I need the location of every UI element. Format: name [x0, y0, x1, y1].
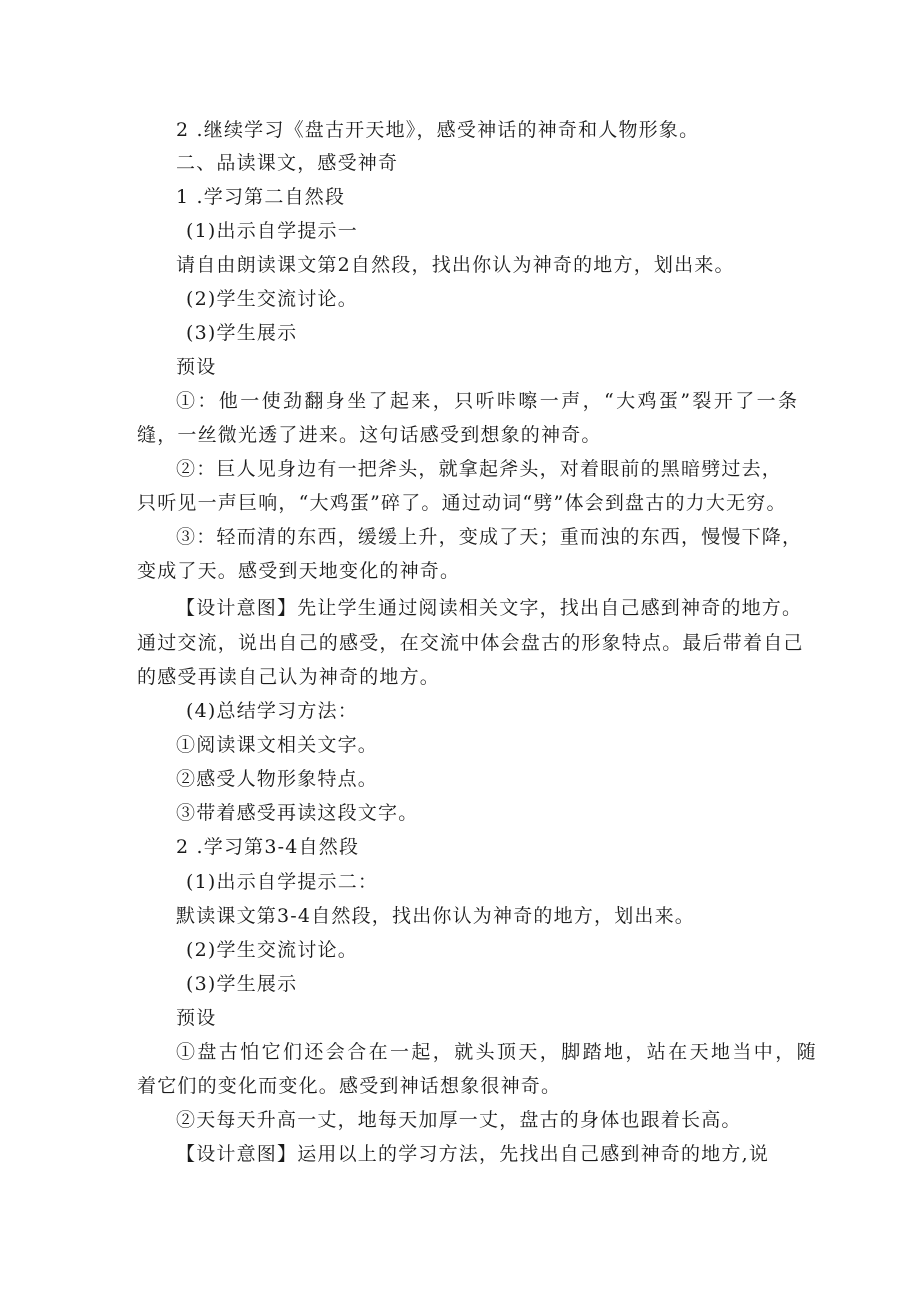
list-item: ①阅读课文相关文字。	[176, 734, 379, 756]
text-line: 预设	[176, 1007, 217, 1029]
text-line: 着它们的变化而变化。感受到神话想象很神奇。	[137, 1075, 562, 1097]
text-line: ①：他一使劲翻身坐了起来，只听咔嚓一声，“大鸡蛋”裂开了一条	[176, 390, 800, 412]
text-line: ①盘古怕它们还会合在一起，就头顶天，脚踏地，站在天地当中，随	[176, 1041, 819, 1063]
text-line: 只听见一声巨响，“大鸡蛋”碎了。通过动词“劈”体会到盘古的力大无穷。	[137, 492, 787, 514]
text-line: ②：巨人见身边有一把斧头，就拿起斧头，对着眼前的黑暗劈过去，	[176, 458, 783, 480]
text-line: 通过交流，说出自己的感受，在交流中体会盘古的形象特点。最后带着自己	[137, 632, 804, 654]
text-line: 缝，一丝微光透了进来。这句话感受到想象的神奇。	[137, 424, 602, 446]
text-line: (2)学生交流讨论。	[186, 288, 358, 310]
text-line: (1)出示自学提示一	[186, 220, 358, 242]
text-line: ③：轻而清的东西，缓缓上升，变成了天；重而浊的东西，慢慢下降，	[176, 526, 803, 548]
text-line: (3)学生展示	[186, 973, 298, 995]
design-intent: 【设计意图】运用以上的学习方法，先找出自己感到神奇的地方,说	[176, 1143, 770, 1165]
subsection-heading: 2 .学习第3-4自然段	[176, 836, 360, 858]
text-line: 2 .继续学习《盘古开天地》，感受神话的神奇和人物形象。	[176, 119, 700, 141]
text-line: 默读课文第3-4自然段，找出你认为神奇的地方，划出来。	[176, 905, 695, 927]
text-line: 的感受再读自己认为神奇的地方。	[137, 666, 441, 688]
list-item: ③带着感受再读这段文字。	[176, 802, 419, 824]
text-line: ②天每天升高一丈，地每天加厚一丈，盘古的身体也跟着长高。	[176, 1109, 742, 1131]
text-line: (1)出示自学提示二：	[186, 871, 379, 893]
text-line: 预设	[176, 356, 217, 378]
subsection-heading: 1 .学习第二自然段	[176, 186, 346, 208]
text-line: 请自由朗读课文第2自然段，找出你认为神奇的地方，划出来。	[176, 254, 735, 276]
text-line: (3)学生展示	[186, 322, 298, 344]
text-line: (2)学生交流讨论。	[186, 939, 358, 961]
list-item: ②感受人物形象特点。	[176, 768, 379, 790]
section-heading: 二、品读课文，感受神奇	[176, 152, 399, 174]
design-intent: 【设计意图】先让学生通过阅读相关文字，找出自己感到神奇的地方。	[176, 597, 803, 619]
text-line: (4)总结学习方法：	[186, 700, 358, 722]
text-line: 变成了天。感受到天地变化的神奇。	[137, 560, 461, 582]
